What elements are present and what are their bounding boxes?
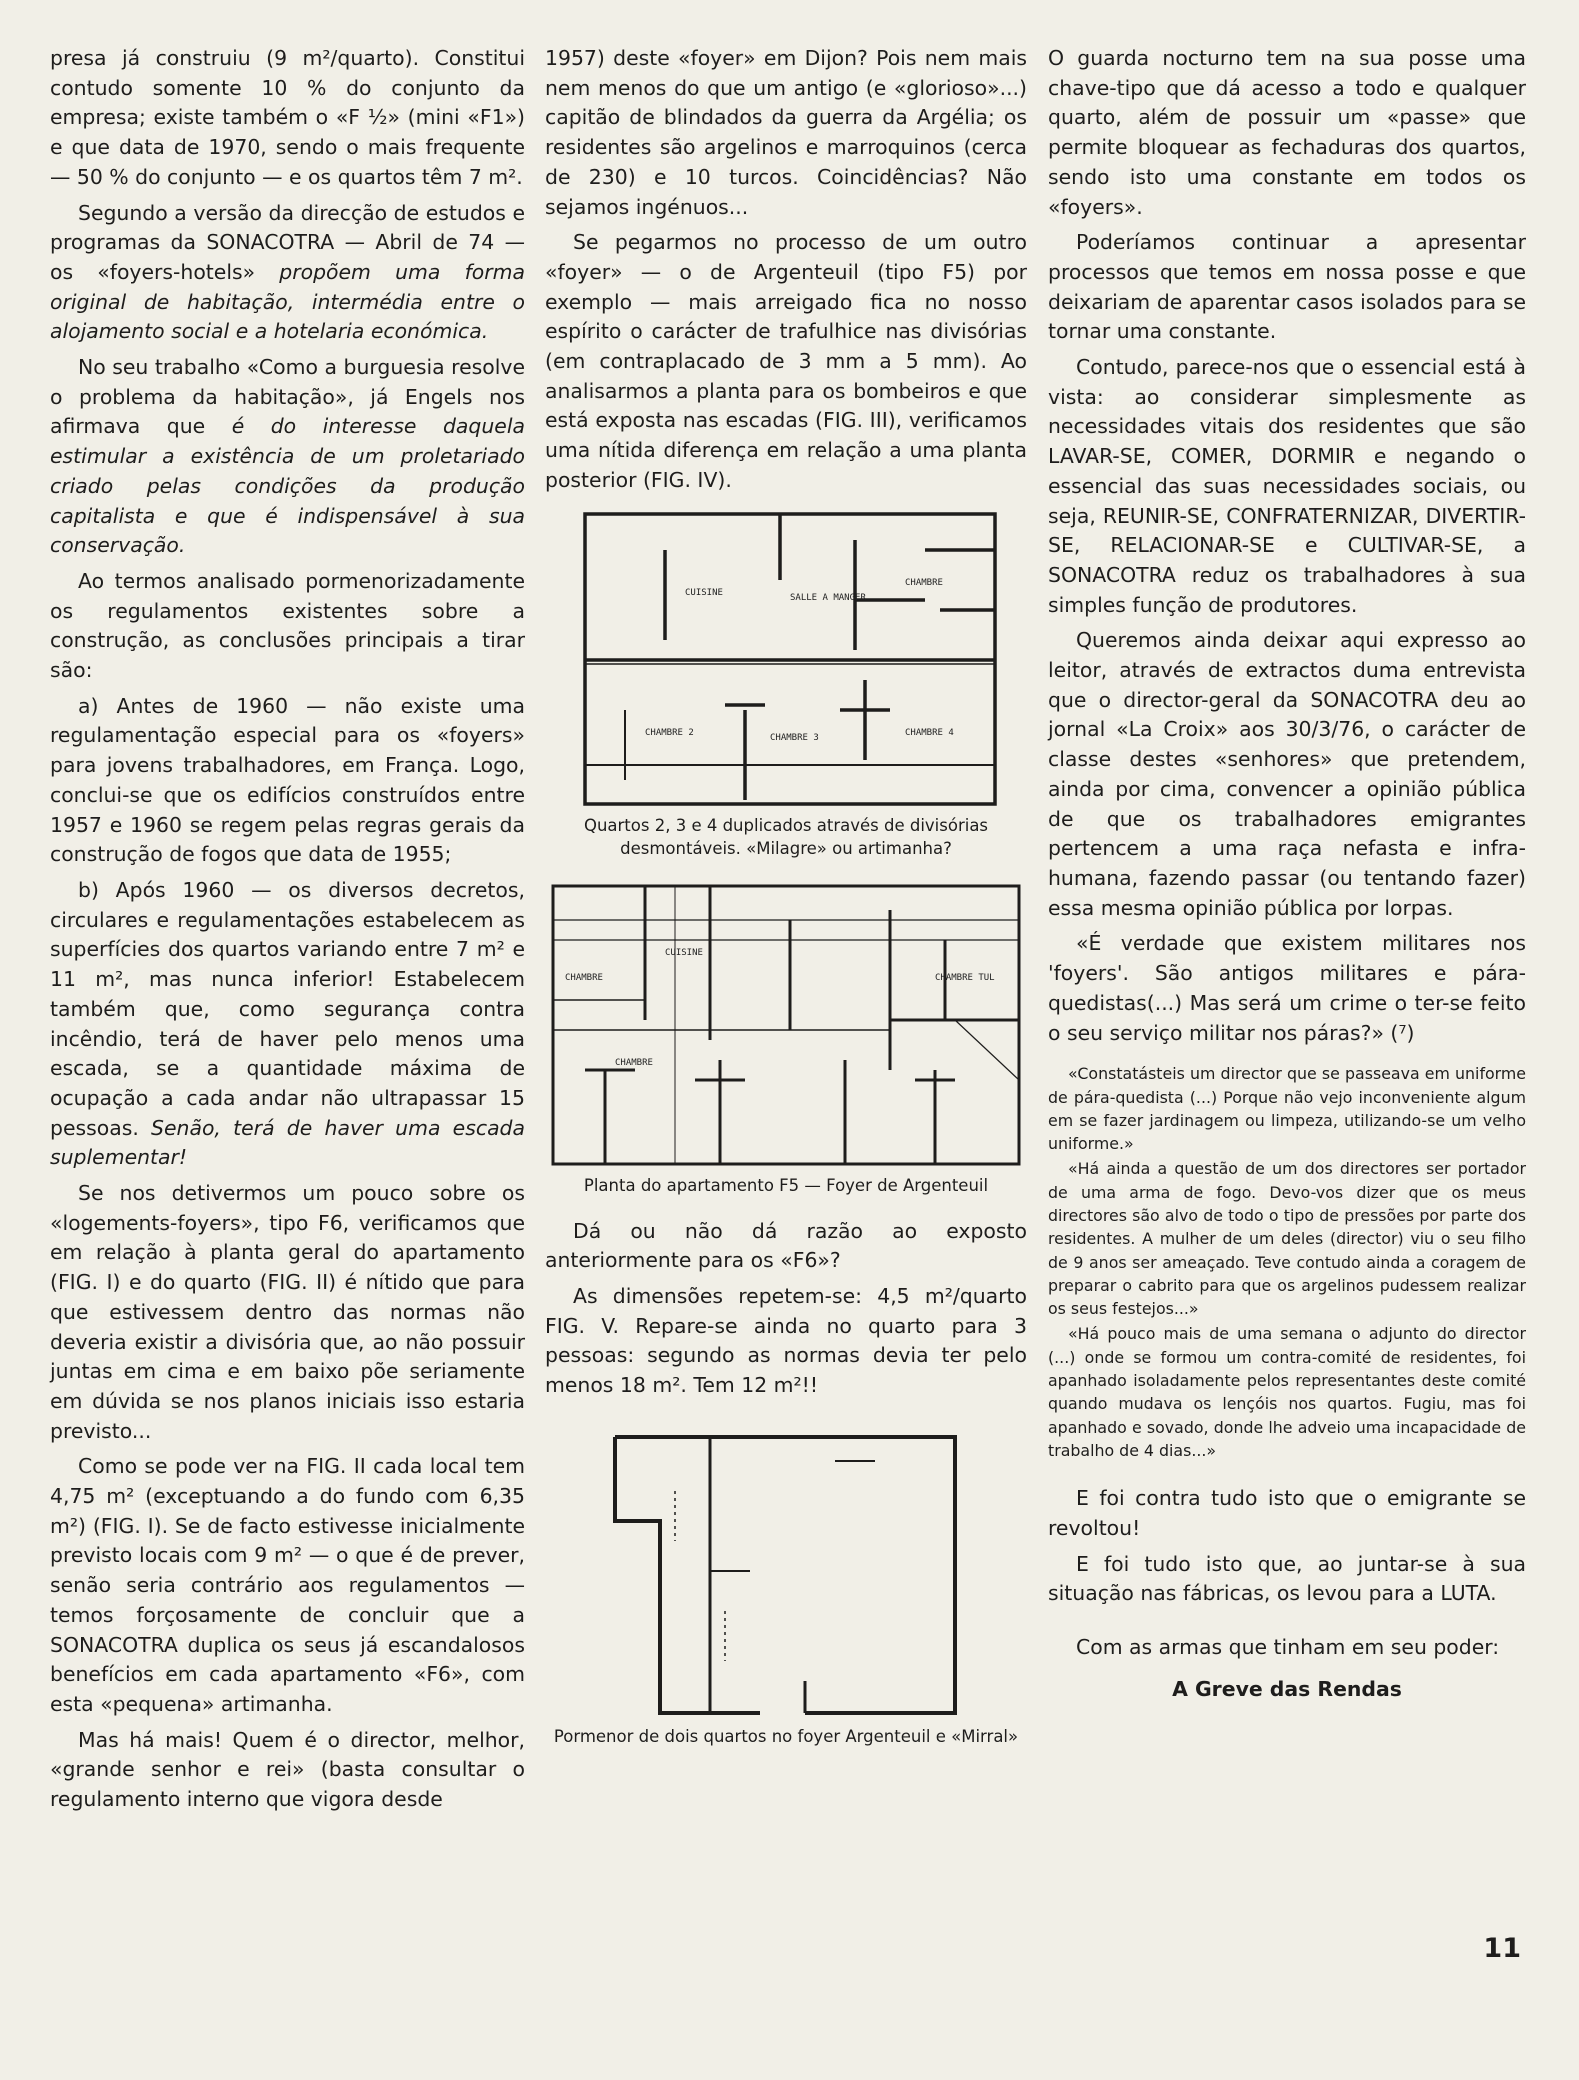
floor-plan-1-drawing [545,510,1027,810]
paragraph: «É verdade que existem militares nos 'foyers'. São antigos militares e pára-quedistas(...) Mas será um crime o ter-se feito o seu serviço militar nos páras?» (⁷) [1048,931,1526,1045]
figure-3-caption: Pormenor de dois quartos no foyer Argenteuil e «Mirral» [553,1726,1019,1746]
paragraph: Mas há mais! Quem é o director, melhor, «grande senhor e rei» (basta consultar o regulamento interno que vigora desde [50,1727,525,1812]
paragraph: Poderíamos continuar a apresentar processos que temos em nossa posse e que deixariam de aparentar casos isolados para se tornar uma constante. [1048,230,1526,344]
paragraph: As dimensões repetem-se: 4,5 m²/quarto FIG. V. Repare-se ainda no quarto para 3 pessoas: segundo as normas devia ter pelo menos 18 m². Tem 12 m²!! [545,1283,1027,1398]
text-span: b) Após 1960 — os diversos decretos, circulares e regulamentações estabelecem as superfícies dos quartos variando entre 7 m² e 11 m², mas nunca inferior! Estabelecem também que, como segurança contra incêndio, terá de haver pelo menos uma escada, se a quantidade máxima de ocupação a cada andar não ultrapassar 15 pessoas. [50,877,525,1140]
floor-plan-3-drawing [545,1431,1027,1721]
paragraph: E foi tudo isto que, ao juntar-se à sua situação nas fábricas, os levou para a LUTA. [1048,1551,1526,1606]
floor-plan-label: CHAMBRE [565,972,603,983]
paragraph: presa já construiu (9 m²/quarto). Constitui contudo somente 10 % do conjunto da empresa; existe também o «F ½» (mini «F1») e que data de 1970, sendo o mais frequente — 50 % do conjunto — e os quartos têm 7 m². [50,46,525,189]
paragraph: O guarda nocturno tem na sua posse uma chave-tipo que dá acesso a todo e qualquer quarto, além de possuir um «passe» que permite bloquear as fechaduras dos quartos, sendo isto uma constante em todos os «foyers». [1048,46,1526,219]
floor-plan-2-drawing [545,880,1027,1170]
floor-plan-label: CHAMBRE 4 [905,727,954,738]
section-heading: A Greve das Rendas [1172,1676,1402,1701]
paragraph: Queremos ainda deixar aqui expresso ao leitor, através de extractos duma entrevista que o director-geral da SONACOTRA deu ao jornal «La Croix» aos 30/3/76, o carácter de classe destes «senhores» que pretendem, ainda por cima, convencer a opinião pública de que os trabalhadores emigrantes pertencem a uma raça nefasta e infra-humana, fazendo passar (ou tentando fazer) essa mesma opinião pública por lorpas. [1048,628,1526,920]
floor-plan-label: CHAMBRE 3 [770,732,819,743]
floor-plan-label: CUISINE [685,587,723,598]
emphasis-text: Senão, terá de haver uma escada suplementar! [50,1115,525,1170]
paragraph: Se nos detivermos um pouco sobre os «logements-foyers», tipo F6, verificamos que em relação à planta geral do apartamento (FIG. I) e do quarto (FIG. II) é nítido que para que estivessem dentro das normas não deveria existir a divisória que, ao não possuir juntas em cima e em baixo põe seriamente em dúvida se nos planos iniciais isso estaria previsto... [50,1181,525,1443]
floor-plan-label: CHAMBRE [615,1057,653,1068]
text-span: No seu trabalho «Como a burguesia resolve o problema da habitação», já Engels nos afirmava que [50,355,525,439]
interview-quote: «Constatásteis um director que se passeava em uniforme de pára-quedista (...) Porque não vejo inconveniente algum em se fazer jardinagem ou limpeza, utilizando-se um velho uniforme.» [1048,1064,1526,1154]
paragraph: a) Antes de 1960 — não existe uma regulamentação especial para os «foyers» para jovens trabalhadores, em França. Logo, conclui-se que os edifícios construídos entre 1957 e 1960 se regem pelas regras gerais da construção de fogos que data de 1955; [50,693,525,867]
paragraph: E foi contra tudo isto que o emigrante se revoltou! [1048,1486,1526,1540]
page-number: 11 [1483,1933,1521,1964]
floor-plan-label: CHAMBRE TUL [935,972,995,983]
column-1 [50,44,525,1821]
paragraph [50,353,525,561]
figure-1-caption: Quartos 2, 3 e 4 duplicados através de divisórias desmontáveis. «Milagre» ou artimanha? [583,815,989,858]
paragraph: Contudo, parece-nos que o essencial está à vista: ao considerar simplesmente as necessidades vitais dos residentes que são LAVAR-SE, COMER, DORMIR e negando o essencial das suas necessidades sociais, ou seja, REUNIR-SE, CONFRATERNIZAR, DIVERTIR-SE, RELACIONAR-SE e CULTIVAR-SE, a SONACOTRA reduz os trabalhadores à sua simples função de produtores. [1048,355,1526,617]
emphasis-text: é do interesse daquela estimular a existência de um proletariado criado pelas condições da produção capitalista e que é indispensável à sua conservação. [50,414,525,558]
floor-plan-figure-1 [545,510,1027,810]
paragraph: 1957) deste «foyer» em Dijon? Pois nem mais nem menos do que um antigo (e «glorioso»...) capitão de blindados da guerra da Argélia; os residentes são argelinos e marroquinos (cerca de 230) e 10 turcos. Coincidências? Não sejamos ingénuos... [545,46,1027,219]
floor-plan-label: SALLE A MANGER [790,592,866,603]
floor-plan-figure-3 [545,1431,1027,1721]
emphasis-text: propõem uma forma original de habitação, intermédia entre o alojamento social e a hotelaria económica. [50,259,525,344]
floor-plan-label: CHAMBRE 2 [645,727,694,738]
paragraph [50,199,525,348]
figure-2-caption: Planta do apartamento F5 — Foyer de Argenteuil [583,1175,989,1195]
paragraph: Dá ou não dá razão ao exposto anteriormente para os «F6»? [545,1218,1027,1273]
paragraph: Ao termos analisado pormenorizadamente os regulamentos existentes sobre a construção, as conclusões principais a tirar são: [50,568,525,683]
floor-plan-label: CHAMBRE [905,577,943,588]
interview-quote: «Há pouco mais de uma semana o adjunto do director (...) onde se formou um contra-comité de residentes, foi apanhado isoladamente pelos representantes deste comité quando mudava os lençóis nos quartos. Fugiu, mas foi apanhado e sovado, donde lhe adveio uma incapacidade de trabalho de 4 dias...» [1048,1324,1526,1460]
paragraph: Se pegarmos no processo de um outro «foyer» — o de Argenteuil (tipo F5) por exemplo — mais arreigado fica no nosso espírito o carácter de trafulhice nas divisórias (em contraplacado de 3 mm a 5 mm). Ao analisarmos a planta para os bombeiros e que está exposta nas escadas (FIG. III), verificamos uma nítida diferença em relação a uma planta posterior (FIG. IV). [545,230,1027,492]
column-3 [1048,44,1526,1701]
column-2 [545,44,1027,1768]
interview-quote: «Há ainda a questão de um dos directores ser portador de uma arma de fogo. Devo-vos dizer que os meus directores são alvo de todo o tipo de pressões por parte dos residentes. A mulher de um deles (director) viu o seu filho de 9 anos ser ameaçado. Teve contudo ainda a coragem de preparar o cabrito para que os argelinos pudessem realizar os seus festejos...» [1048,1159,1526,1319]
paragraph [50,876,525,1173]
floor-plan-label: CUISINE [665,947,703,958]
paragraph: Com as armas que tinham em seu poder: [1076,1635,1500,1660]
paragraph: Como se pode ver na FIG. II cada local tem 4,75 m² (exceptuando a do fundo com 6,35 m²) (FIG. I). Se de facto estivesse inicialmente previsto locais com 9 m² — o que é de prever, senão seria contrário aos regulamentos — temos forçosamente de concluir que a SONACOTRA duplica os seus já escandalosos benefícios em cada apartamento «F6», com esta «pequena» artimanha. [50,1454,525,1716]
text-span: Segundo a versão da direcção de estudos e programas da SONACOTRA — Abril de 74 — os «foyers-hotels» [50,200,525,284]
floor-plan-figure-2 [545,880,1027,1170]
